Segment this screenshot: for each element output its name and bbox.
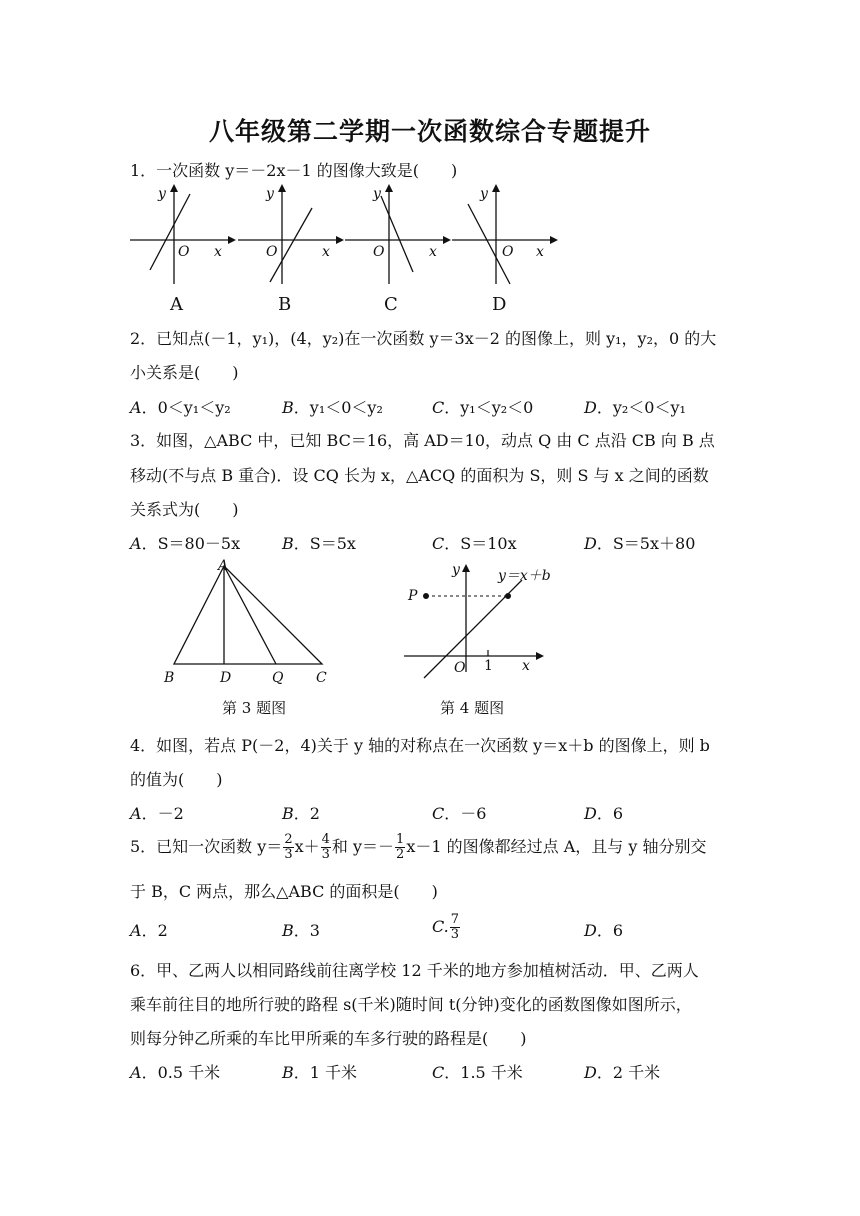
q6-opt-b-key: B bbox=[282, 1063, 294, 1082]
q1b-o: O bbox=[266, 244, 278, 260]
q4-opt-d-key: D bbox=[584, 804, 597, 823]
q2-opt-d-key: D bbox=[584, 398, 597, 417]
page-title: 八年级第二学期一次函数综合专题提升 bbox=[208, 117, 651, 146]
q6-line-2: 乘车前往目的地所行驶的路程 s(千米)随时间 t(分钟)变化的函数图像如图所示， bbox=[130, 995, 692, 1014]
q4-axis-x: x bbox=[522, 658, 530, 674]
q4-opt-b: 2 bbox=[309, 804, 320, 823]
q1-label-d: D bbox=[492, 294, 507, 315]
q3-point-a: A bbox=[218, 558, 229, 574]
q1b-x: x bbox=[322, 244, 330, 260]
q4-opt-d: 6 bbox=[612, 804, 624, 823]
q5-line-2: 于 B，C 两点，那么△ABC 的面积是( ) bbox=[130, 882, 438, 901]
q4-graph-figure bbox=[400, 560, 550, 680]
q3-line-1: 3．如图，△ABC 中，已知 BC＝16，高 AD＝10，动点 Q 由 C 点沿 CB 向 B 点 bbox=[130, 431, 715, 450]
q6-opt-a-key: A bbox=[130, 1063, 142, 1082]
q4-opt-a: －2 bbox=[157, 804, 184, 823]
q6-opt-d: 2 千米 bbox=[612, 1063, 661, 1082]
q3-line-3: 关系式为( ) bbox=[130, 500, 239, 519]
q2-opt-b-key: B bbox=[282, 398, 294, 417]
q2-opt-d: y₂＜0＜y₁ bbox=[612, 398, 686, 417]
q5-opt-c-key: C. bbox=[432, 917, 449, 936]
q1-graph-c bbox=[343, 182, 448, 292]
q3-caption: 第 3 题图 bbox=[222, 699, 287, 717]
q6-opt-a: 0.5 千米 bbox=[157, 1063, 221, 1082]
q4-line-2: 的值为( ) bbox=[130, 770, 223, 789]
q3-opt-c-key: C bbox=[432, 534, 445, 553]
q5-opt-c-num: 7 bbox=[450, 912, 460, 927]
q3-opt-d: S＝5x＋80 bbox=[612, 534, 696, 553]
q4-caption: 第 4 题图 bbox=[440, 699, 505, 717]
q1-label-a: A bbox=[170, 294, 183, 315]
q1a-x: x bbox=[214, 244, 222, 260]
q2-line-2: 小关系是( ) bbox=[130, 363, 239, 382]
q6-line-3: 则每分钟乙所乘的车比甲所乘的车多行驶的路程是( ) bbox=[130, 1029, 527, 1048]
q3-opt-a: S＝80－5x bbox=[157, 534, 241, 553]
q5-opt-d: 6 bbox=[612, 921, 624, 940]
q2-opt-c: y₁＜y₂＜0 bbox=[460, 398, 534, 417]
q4-origin: O bbox=[454, 660, 466, 676]
q5-opt-a-key: A bbox=[130, 921, 142, 940]
q3-line-2: 移动(不与点 B 重合)．设 CQ 长为 x，△ACQ 的面积为 S，则 S 与 x 之间的函数 bbox=[130, 466, 709, 485]
q1-graph-a bbox=[128, 182, 233, 292]
q1c-o: O bbox=[373, 244, 385, 260]
q3-point-b: B bbox=[164, 670, 175, 686]
q2-opt-b: y₁＜0＜y₂ bbox=[309, 398, 383, 417]
q5-opt-d-key: D bbox=[584, 921, 597, 940]
q1c-y: y bbox=[373, 186, 381, 202]
q4-axis-y: y bbox=[452, 562, 460, 578]
q6-opt-b: 1 千米 bbox=[309, 1063, 358, 1082]
q3-triangle-figure bbox=[160, 558, 340, 688]
q3-point-c: C bbox=[316, 670, 327, 686]
q6-opt-d-key: D bbox=[584, 1063, 597, 1082]
q1a-y: y bbox=[158, 186, 166, 202]
q1-graph-d bbox=[450, 182, 555, 292]
q1d-x: x bbox=[536, 244, 544, 260]
q3-point-d: D bbox=[220, 670, 232, 686]
q3-opt-a-key: A bbox=[130, 534, 142, 553]
q4-tick-one: 1 bbox=[484, 658, 493, 674]
q1c-x: x bbox=[429, 244, 437, 260]
q6-opt-c: 1.5 千米 bbox=[460, 1063, 523, 1082]
q1d-y: y bbox=[480, 186, 488, 202]
q3-point-q: Q bbox=[272, 670, 284, 686]
q4-point-p: P bbox=[408, 588, 418, 604]
q4-opt-c: －6 bbox=[460, 804, 487, 823]
q2-line-1: 2．已知点(－1，y₁)，(4，y₂)在一次函数 y＝3x－2 的图像上，则 y₁，y₂，0 的大 bbox=[130, 329, 717, 348]
q2-opt-a-key: A bbox=[130, 398, 142, 417]
q6-opt-c-key: C bbox=[432, 1063, 445, 1082]
q1d-o: O bbox=[502, 244, 514, 260]
q4-line-label: y＝x＋b bbox=[498, 568, 551, 584]
q5-opt-c-den: 3 bbox=[450, 927, 460, 942]
q3-opt-d-key: D bbox=[584, 534, 597, 553]
q5-opt-b: 3 bbox=[309, 921, 320, 940]
q1-label-c: C bbox=[384, 294, 398, 315]
q4-opt-c-key: C bbox=[432, 804, 445, 823]
q1-graph-b bbox=[236, 182, 341, 292]
q4-opt-b-key: B bbox=[282, 804, 294, 823]
q5-opt-b-key: B bbox=[282, 921, 294, 940]
q1b-y: y bbox=[266, 186, 274, 202]
q2-opt-c-key: C bbox=[432, 398, 445, 417]
q4-line-1: 4．如图，若点 P(－2，4)关于 y 轴的对称点在一次函数 y＝x＋b 的图像上，则 b bbox=[130, 736, 710, 755]
q5-opt-a: 2 bbox=[157, 921, 168, 940]
q3-opt-b: S＝5x bbox=[309, 534, 356, 553]
q4-opt-a-key: A bbox=[130, 804, 142, 823]
q3-opt-b-key: B bbox=[282, 534, 294, 553]
q1-label-b: B bbox=[278, 294, 292, 315]
q2-opt-a: 0＜y₁＜y₂ bbox=[157, 398, 231, 417]
q5-line-1: 5．已知一次函数 y＝ $\frac{2}{3}$ x＋ $\frac{4}{3}$ 和 y＝－ $\frac{1}{2}$ x－1 的图像都经过点 A，且与 y 轴分别交 bbox=[130, 832, 707, 862]
q6-line-1: 6．甲、乙两人以相同路线前往离学校 12 千米的地方参加植树活动．甲、乙两人 bbox=[130, 961, 699, 980]
q1a-o: O bbox=[178, 244, 190, 260]
q1-text: 1．一次函数 y＝－2x－1 的图像大致是( ) bbox=[130, 161, 458, 180]
q3-opt-c: S＝10x bbox=[460, 534, 517, 553]
